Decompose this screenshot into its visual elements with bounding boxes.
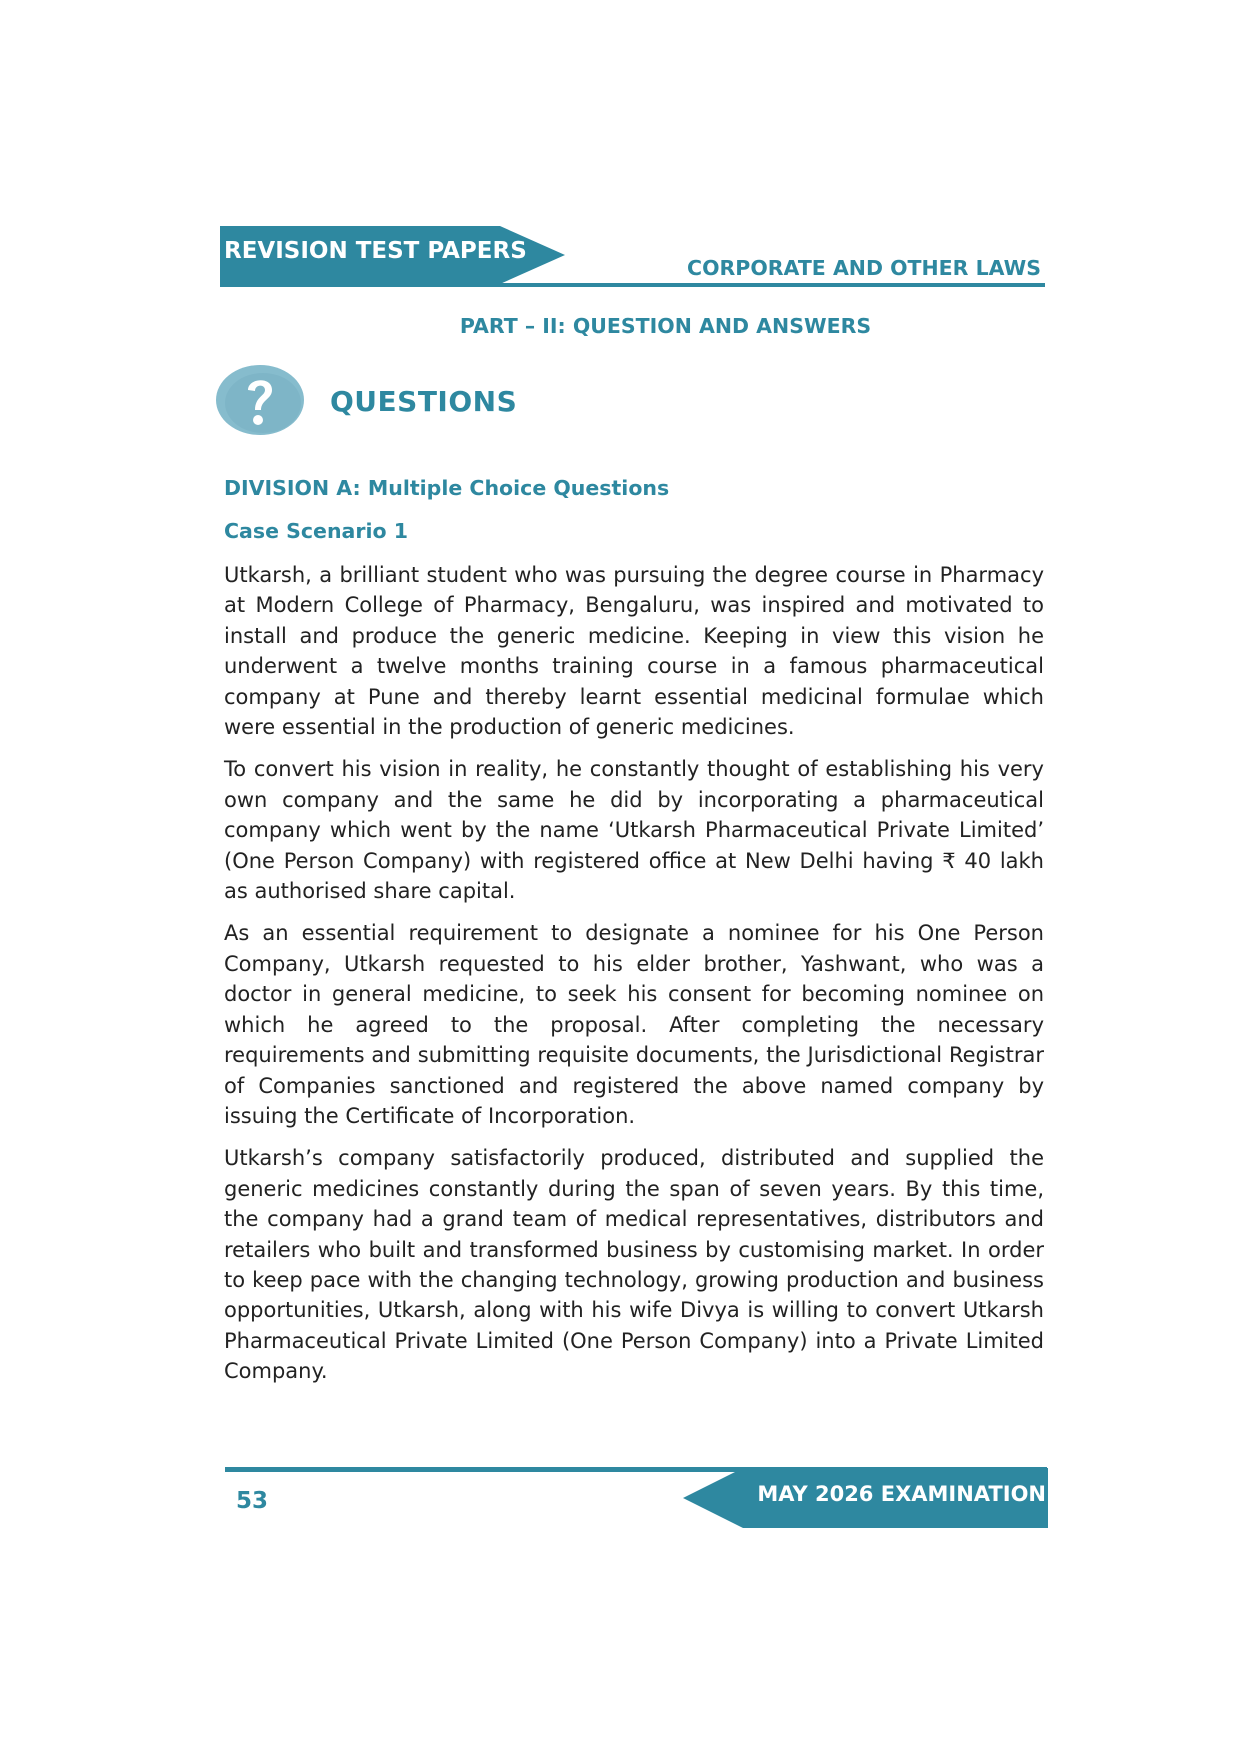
questions-heading: QUESTIONS — [330, 385, 518, 418]
question-mark-icon — [215, 364, 305, 436]
header-subject: CORPORATE AND OTHER LAWS — [687, 256, 1041, 280]
case-body — [224, 560, 1044, 1399]
header-rule — [220, 283, 1045, 287]
paragraph: As an essential requirement to designate a nominee for his One Person Company, Utkarsh requested to his elder brother, Yashwant, who was a doctor in general medicine, to seek his consent for becoming nominee on which he agreed to the proposal. After completing the necessary requirements and submitting requisite documents, the Jurisdictional Registrar of Companies sanctioned and registered the above named company by issuing the Certificate of Incorporation. — [224, 921, 1044, 1128]
paragraph: Utkarsh’s company satisfactorily produced, distributed and supplied the generic medicines constantly during the span of seven years. By this time, the company had a grand team of medical representatives, distributors and retailers who built and transformed business by customising market. In order to keep pace with the changing technology, growing production and business opportunities, Utkarsh, along with his wife Divya is willing to convert Utkarsh Pharmaceutical Private Limited (One Person Company) into a Private Limited Company. — [224, 1146, 1044, 1384]
paragraph: To convert his vision in reality, he constantly thought of establishing his very own company and the same he did by incorporating a pharmaceutical company which went by the name ‘Utkarsh Pharmaceutical Private Limited’ (One Person Company) with registered office at New Delhi having ₹ 40 lakh as authorised share capital. — [224, 757, 1044, 904]
page-number: 53 — [236, 1488, 269, 1514]
part-title: PART – II: QUESTION AND ANSWERS — [459, 314, 872, 338]
division-title: DIVISION A: Multiple Choice Questions — [224, 476, 670, 500]
footer-exam-label: MAY 2026 EXAMINATION — [757, 1482, 1046, 1506]
header-banner-title: REVISION TEST PAPERS — [224, 238, 527, 264]
case-scenario-title: Case Scenario 1 — [224, 519, 408, 543]
paragraph: Utkarsh, a brilliant student who was pursuing the degree course in Pharmacy at Modern College of Pharmacy, Bengaluru, was inspired and motivated to install and produce the generic medicine. Keeping in view this vision he underwent a twelve months training course in a famous pharmaceutical company at Pune and thereby learnt essential medicinal formulae which were essential in the production of generic medicines. — [224, 563, 1044, 740]
